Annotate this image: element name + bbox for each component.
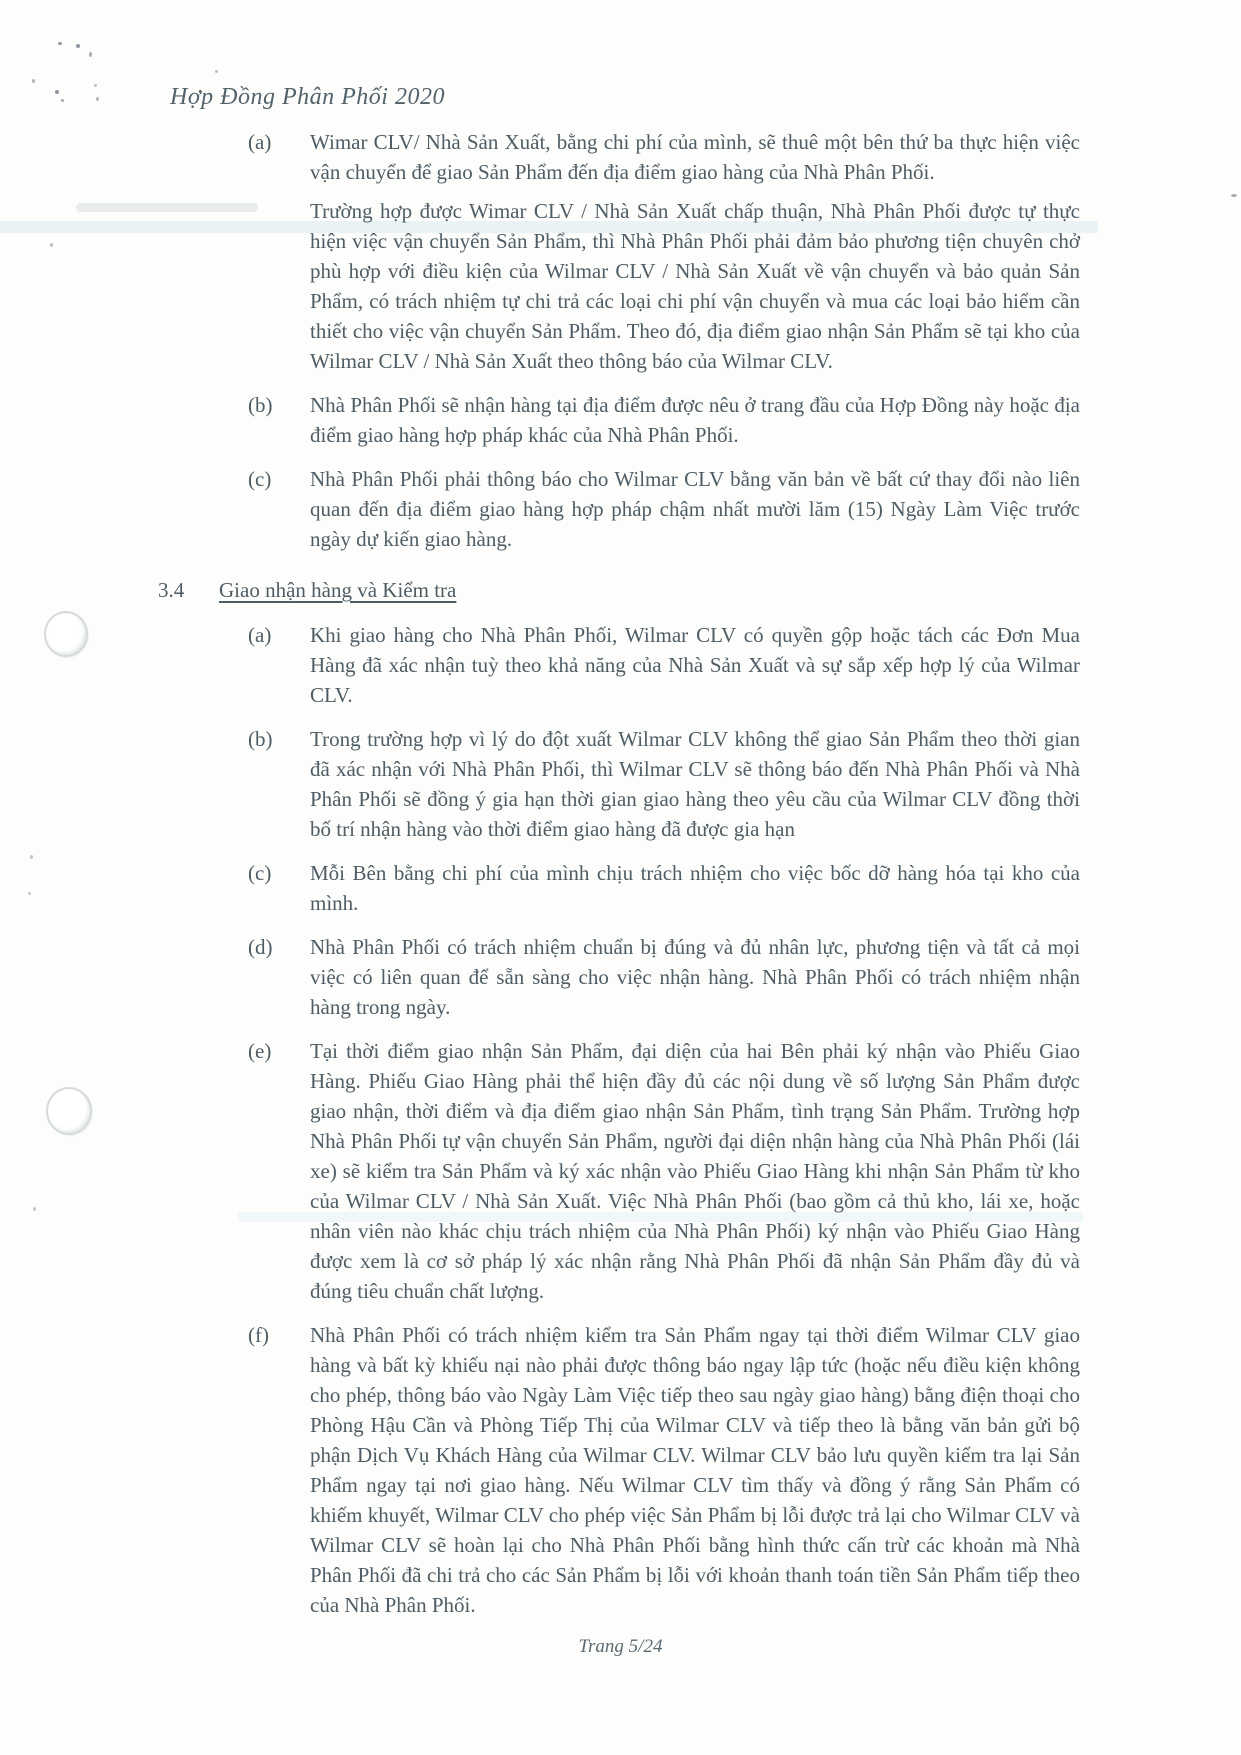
scan-speck	[50, 243, 53, 247]
scan-speck	[94, 84, 97, 87]
item-text	[310, 127, 1080, 376]
scan-speck	[28, 892, 31, 895]
item-text	[310, 858, 1080, 918]
item-marker: (b)	[248, 727, 273, 751]
item-marker: (b)	[248, 393, 273, 417]
clause-3-4-item-e	[158, 1036, 1080, 1306]
page-number: Trang 5/24	[578, 1636, 663, 1657]
paragraph: Mỗi Bên bằng chi phí của mình chịu trách nhiệm cho việc bốc dỡ hàng hóa tại kho của mình.	[310, 861, 1080, 915]
item-text	[310, 620, 1080, 710]
paragraph: Nhà Phân Phối sẽ nhận hàng tại địa điểm được nêu ở trang đầu của Hợp Đồng này hoặc địa điểm giao hàng hợp pháp khác của Nhà Phân Phối.	[310, 393, 1080, 447]
scan-speck	[32, 79, 35, 83]
item-text	[310, 1320, 1080, 1620]
clause-3-4-item-f	[158, 1320, 1080, 1620]
item-text	[310, 390, 1080, 450]
item-marker: (d)	[248, 935, 273, 959]
item-marker: (a)	[248, 623, 272, 647]
item-text	[310, 932, 1080, 1022]
section-number: 3.4	[158, 578, 185, 602]
clause-3-3-item-a	[158, 127, 1080, 376]
paragraph: Trường hợp được Wimar CLV / Nhà Sản Xuất chấp thuận, Nhà Phân Phối được tự thực hiện việc vận chuyển Sản Phẩm, thì Nhà Phân Phối phải đảm bảo phương tiện chuyên chở phù hợp với điều kiện của Wilmar CLV / Nhà Sản Xuất về vận chuyển và bảo quản Sản Phẩm, có trách nhiệm tự chi trả các loại chi phí vận chuyển và mua các loại bảo hiểm cần thiết cho việc vận chuyển Sản Phẩm. Theo đó, địa điểm giao nhận Sản Phẩm sẽ tại kho của Wilmar CLV / Nhà Sản Xuất theo thông báo của Wilmar CLV.	[310, 199, 1080, 373]
section-heading-3-4	[158, 575, 1080, 605]
item-marker: (e)	[248, 1039, 272, 1063]
clause-3-4-item-a	[158, 620, 1080, 710]
paragraph: Wimar CLV/ Nhà Sản Xuất, bằng chi phí của mình, sẽ thuê một bên thứ ba thực hiện việc vận chuyển để giao Sản Phẩm đến địa điểm giao hàng của Nhà Phân Phối.	[310, 130, 1080, 184]
item-text	[310, 724, 1080, 844]
scan-speck	[76, 44, 80, 48]
item-text	[310, 1036, 1080, 1306]
clause-3-4-item-b	[158, 724, 1080, 844]
scan-speck	[61, 99, 64, 102]
clause-3-3-item-b	[158, 390, 1080, 450]
clause-3-4-item-c	[158, 858, 1080, 918]
scan-speck	[30, 855, 33, 859]
paragraph: Khi giao hàng cho Nhà Phân Phối, Wilmar CLV có quyền gộp hoặc tách các Đơn Mua Hàng đã xác nhận tuỳ theo khả năng của Nhà Sản Xuất và sự sắp xếp hợp lý của Wilmar CLV.	[310, 623, 1080, 707]
scan-speck	[89, 52, 92, 57]
hole-punch-mark	[44, 611, 88, 657]
paragraph: Trong trường hợp vì lý do đột xuất Wilmar CLV không thể giao Sản Phẩm theo thời gian đã xác nhận với Nhà Phân Phối, thì Wilmar CLV sẽ thông báo đến Nhà Phân Phối và Nhà Phân Phối sẽ đồng ý gia hạn thời gian giao hàng theo yêu cầu của Wilmar CLV đồng thời bố trí nhận hàng vào thời điểm giao hàng đã được gia hạn	[310, 727, 1080, 841]
scan-speck	[1231, 194, 1237, 197]
contract-body	[158, 127, 1080, 1634]
item-marker: (c)	[248, 467, 272, 491]
page-title: Hợp Đồng Phân Phối 2020	[170, 84, 445, 110]
paragraph: Tại thời điểm giao nhận Sản Phẩm, đại diện của hai Bên phải ký nhận vào Phiếu Giao Hàng. Phiếu Giao Hàng phải thể hiện đầy đủ các nội dung về số lượng Sản Phẩm được giao nhận, thời điểm và địa điểm giao nhận Sản Phẩm, tình trạng Sản Phẩm. Trường hợp Nhà Phân Phối tự vận chuyển Sản Phẩm, người đại diện nhận hàng của Nhà Phân Phối (lái xe) sẽ kiểm tra Sản Phẩm và ký xác nhận vào Phiếu Giao Hàng khi nhận Sản Phẩm từ kho của Wilmar CLV / Nhà Sản Xuất. Việc Nhà Phân Phối (bao gồm cả thủ kho, lái xe, hoặc nhân viên nào khác chịu trách nhiệm của Nhà Phân Phối) ký nhận vào Phiếu Giao Hàng được xem là cơ sở pháp lý xác nhận rằng Nhà Phân Phối đã nhận Sản Phẩm đầy đủ và đúng tiêu chuẩn chất lượng.	[310, 1039, 1080, 1303]
scan-speck	[33, 1207, 36, 1211]
paragraph: Nhà Phân Phối có trách nhiệm chuẩn bị đúng và đủ nhân lực, phương tiện và tất cả mọi việc có liên quan để sẵn sàng cho việc nhận hàng. Nhà Phân Phối có trách nhiệm nhận hàng trong ngày.	[310, 935, 1080, 1019]
scan-speck	[55, 90, 59, 94]
scan-speck	[215, 70, 218, 73]
clause-3-3-item-c	[158, 464, 1080, 554]
item-text	[310, 464, 1080, 554]
scan-speck	[96, 97, 99, 101]
section-title: Giao nhận hàng và Kiểm tra	[219, 578, 457, 602]
item-marker: (c)	[248, 861, 272, 885]
paragraph: Nhà Phân Phối có trách nhiệm kiểm tra Sản Phẩm ngay tại thời điểm Wilmar CLV giao hàng và bất kỳ khiếu nại nào phải được thông báo ngay lập tức (hoặc nếu điều kiện không cho phép, thông báo vào Ngày Làm Việc tiếp theo sau ngày giao hàng) bằng điện thoại cho Phòng Hậu Cần và Phòng Tiếp Thị của Wilmar CLV và tiếp theo là bằng văn bản gửi bộ phận Dịch Vụ Khách Hàng của Wilmar CLV. Wilmar CLV bảo lưu quyền kiểm tra lại Sản Phẩm ngay tại nơi giao hàng. Nếu Wilmar CLV tìm thấy và đồng ý rằng Sản Phẩm có khiếm khuyết, Wilmar CLV cho phép việc Sản Phẩm bị lỗi được trả lại cho Wilmar CLV và Wilmar CLV sẽ hoàn lại cho Nhà Phân Phối bằng hình thức cấn trừ các khoản mà Nhà Phân Phối đã chi trả cho các Sản Phẩm bị lỗi với khoản thanh toán tiền Sản Phẩm tiếp theo của Nhà Phân Phối.	[310, 1323, 1080, 1617]
hole-punch-mark	[46, 1087, 92, 1135]
item-marker: (a)	[248, 130, 272, 154]
clause-3-4-item-d	[158, 932, 1080, 1022]
item-marker: (f)	[248, 1323, 269, 1347]
scan-speck	[58, 42, 62, 45]
paragraph: Nhà Phân Phối phải thông báo cho Wilmar CLV bằng văn bản về bất cứ thay đổi nào liên quan đến địa điểm giao hàng hợp pháp chậm nhất mười lăm (15) Ngày Làm Việc trước ngày dự kiến giao hàng.	[310, 467, 1080, 551]
